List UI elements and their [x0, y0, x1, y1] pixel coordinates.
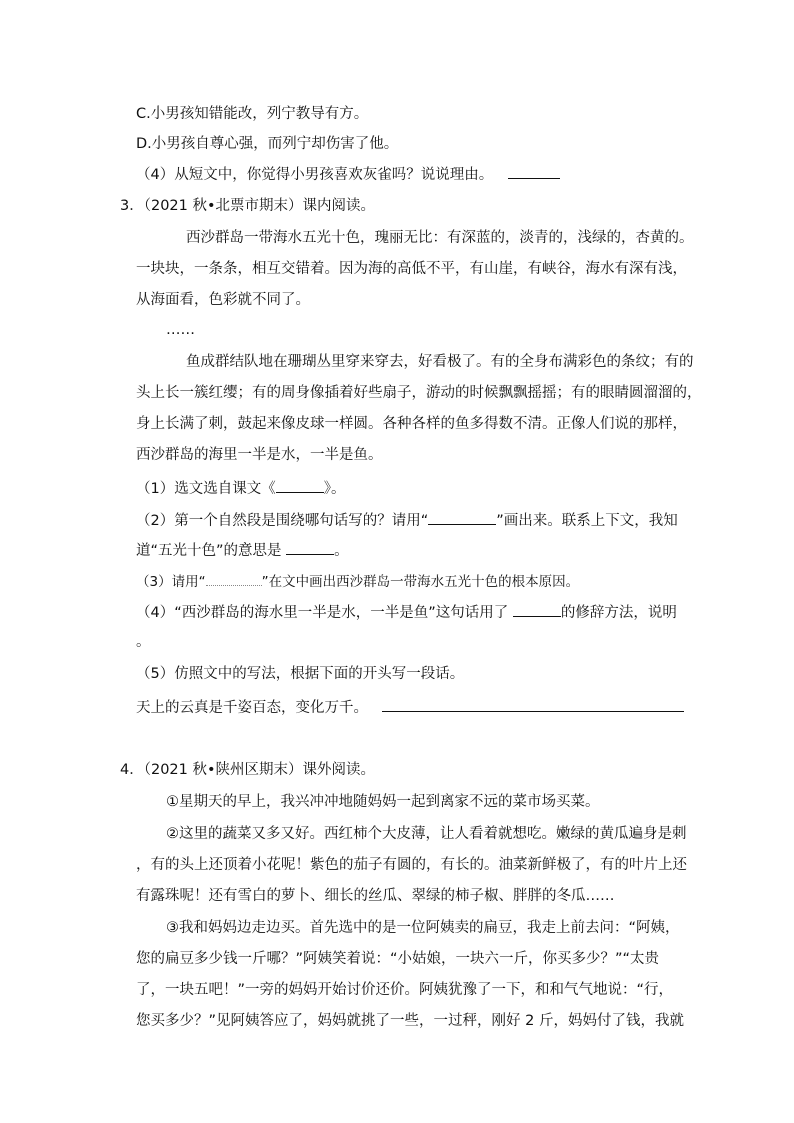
sub-question-4: （4）“西沙群岛的海水里一半是水，一半是鱼”这句话用了 的修辞方法，说明	[136, 602, 677, 623]
passage-line: 鱼成群结队地在珊瑚丛里穿来穿去，好看极了。有的全身布满彩色的条纹；有的	[186, 354, 694, 370]
sub-question-2-cont: 道“五光十色”的意思是 。	[136, 540, 349, 561]
answer-blank[interactable]	[276, 478, 324, 493]
passage-line: 头上长一簇红缨；有的周身像插着好些扇子，游动的时候飘飘摇摇；有的眼睛圆溜溜的，	[136, 385, 702, 401]
answer-blank[interactable]	[513, 602, 561, 617]
wavy-line-mark	[206, 573, 262, 586]
sub-question-1: （1）选文选自课文《 》。	[136, 478, 345, 499]
passage-line: 从海面看，色彩就不同了。	[136, 292, 310, 308]
option-d: D.小男孩自尊心强，而列宁却伤害了他。	[136, 136, 399, 152]
passage-line: 一块块，一条条，相互交错着。因为海的高低不平，有山崖，有峡谷，海水有深有浅，	[136, 261, 687, 277]
question-3-header: 3．（2021 秋•北票市期末）课内阅读。	[120, 198, 376, 214]
reading-para-2: ②这里的蔬菜又多又好。西红柿个大皮薄，让人看着就想吃。嫩绿的黄瓜遍身是刺	[166, 826, 687, 842]
passage-ellipsis: ……	[166, 322, 195, 338]
answer-blank[interactable]	[428, 510, 496, 525]
reading-para-3: ③我和妈妈边走边买。首先选中的是一位阿姨卖的扁豆，我走上前去问：“阿姨，	[166, 920, 680, 936]
passage-line: 身上长满了刺，鼓起来像皮球一样圆。各种各样的鱼多得数不清。正像人们说的那样，	[136, 416, 687, 432]
sub-question-5-line: 天上的云真是千姿百态，变化万千。	[136, 697, 684, 718]
reading-para-1: ①星期天的早上，我兴冲冲地随妈妈一起到离家不远的菜市场买菜。	[166, 794, 600, 810]
question-4	[136, 164, 560, 185]
sub-question-3: （3）请用“ ”在文中画出西沙群岛一带海水五光十色的根本原因。	[136, 574, 580, 590]
answer-blank[interactable]	[508, 164, 560, 179]
reading-line: ，有的头上还顶着小花呢！紫色的茄子有圆的，有长的。油菜新鲜极了，有的叶片上还	[136, 857, 687, 873]
passage-line: 西沙群岛的海里一半是水，一半是鱼。	[136, 447, 383, 463]
reading-line: 您买多少？”见阿姨答应了，妈妈就挑了一些，一过秤，刚好 2 斤，妈妈付了钱，我就	[136, 1013, 684, 1029]
question-text: （4）从短文中，你觉得小男孩喜欢灰雀吗？说说理由。	[136, 167, 494, 183]
reading-line: 您的扁豆多少钱一斤哪？”阿姨笑着说：“小姑娘，一块六一斤，你买多少？”“太贵	[136, 951, 660, 967]
question-4-header: 4．（2021 秋•陕州区期末）课外阅读。	[120, 762, 376, 778]
sub-question-5: （5）仿照文中的写法，根据下面的开头写一段话。	[136, 666, 465, 682]
reading-line: 了，一块五吧！”一旁的妈妈开始讨价还价。阿姨犹豫了一下，和和气气地说：“行，	[136, 982, 674, 998]
passage-line: 西沙群岛一带海水五光十色，瑰丽无比：有深蓝的，淡青的，浅绿的，杏黄的。	[186, 230, 694, 246]
answer-blank[interactable]	[382, 697, 684, 712]
reading-line: 有露珠呢！还有雪白的萝卜、细长的丝瓜、翠绿的柿子椒、胖胖的冬瓜……	[136, 888, 615, 904]
answer-blank[interactable]	[286, 540, 334, 555]
sub-question-2: （2）第一个自然段是围绕哪句话写的？请用“ ”画出来。联系上下文，我知	[136, 510, 678, 531]
option-c: C.小男孩知错能改，列宁教导有方。	[136, 106, 369, 122]
sub-question-4-cont: 。	[136, 634, 151, 650]
